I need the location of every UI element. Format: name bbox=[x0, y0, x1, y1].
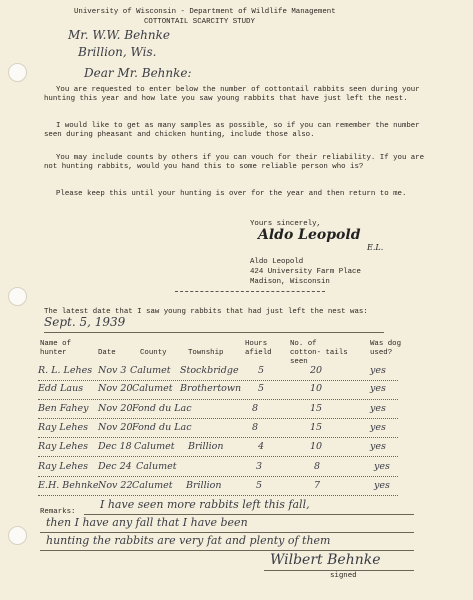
remarks-line-1: I have seen more rabbits left this fall, bbox=[100, 498, 310, 511]
row-hours: 8 bbox=[252, 403, 259, 414]
row-dog: yes bbox=[370, 403, 386, 414]
table-row bbox=[38, 404, 398, 417]
col-header-date: Date bbox=[98, 349, 116, 357]
university-heading: University of Wisconsin - Department of Wildlife Management bbox=[74, 8, 336, 16]
row-date: Nov 20 bbox=[98, 383, 133, 394]
remarks-line-2: then I have any fall that I have been bbox=[46, 516, 248, 529]
remarks-line-3: hunting the rabbits are very fat and plenty of them bbox=[46, 534, 331, 547]
col-header-count: No. of cotton- tails seen bbox=[290, 340, 348, 366]
row-count: 10 bbox=[310, 383, 323, 394]
signer-address-2: Madison, Wisconsin bbox=[250, 278, 330, 286]
row-hunter: E.H. Behnke bbox=[38, 480, 99, 491]
row-township: Brillion bbox=[186, 480, 222, 491]
row-county: Calumet bbox=[130, 365, 171, 376]
signer-address-1: 424 University Farm Place bbox=[250, 268, 361, 276]
row-date: Dec 18 bbox=[98, 441, 132, 452]
closing: Yours sincerely, bbox=[250, 220, 321, 228]
row-hunter: Ray Lehes bbox=[38, 422, 88, 433]
study-title: COTTONTAIL SCARCITY STUDY bbox=[144, 18, 255, 26]
leopold-signature: Aldo Leopold bbox=[258, 227, 361, 243]
signature-line bbox=[264, 570, 414, 571]
binder-hole-top bbox=[8, 63, 27, 82]
row-township: Brillion bbox=[188, 441, 224, 452]
row-dog: yes bbox=[370, 422, 386, 433]
row-hunter: R. L. Lehes bbox=[38, 365, 93, 376]
respondent-signature: Wilbert Behnke bbox=[270, 552, 381, 568]
latest-date-value: Sept. 5, 1939 bbox=[44, 315, 126, 329]
signed-label: signed bbox=[330, 572, 357, 580]
row-count: 15 bbox=[310, 422, 323, 433]
row-township: Brothertown bbox=[180, 383, 242, 394]
row-date: Nov 20 bbox=[98, 422, 133, 433]
row-count: 20 bbox=[310, 365, 323, 376]
row-underline bbox=[38, 495, 398, 496]
salutation: Dear Mr. Behnke: bbox=[84, 66, 192, 80]
col-header-township: Township bbox=[188, 349, 224, 357]
signer-name: Aldo Leopold bbox=[250, 258, 304, 266]
row-underline bbox=[38, 456, 398, 457]
row-hours: 4 bbox=[258, 441, 265, 452]
row-underline bbox=[38, 476, 398, 477]
row-hours: 5 bbox=[256, 480, 263, 491]
row-county: Fond du Lac bbox=[132, 403, 192, 414]
addressee-name: Mr. W.W. Behnke bbox=[68, 28, 170, 42]
row-hours: 5 bbox=[258, 383, 265, 394]
table-row bbox=[38, 481, 398, 494]
row-hours: 5 bbox=[258, 365, 265, 376]
row-dog: yes bbox=[370, 441, 386, 452]
addressee-place: Brillion, Wis. bbox=[78, 45, 157, 59]
row-date: Nov 20 bbox=[98, 403, 133, 414]
row-underline bbox=[38, 399, 398, 400]
row-hunter: Ray Lehes bbox=[38, 441, 88, 452]
instructions-paragraph-3: You may include counts by others if you can vouch for their reliability. If you are not hunting rabbits, would you hand this to some reliable person who is? bbox=[44, 154, 425, 171]
row-date: Nov 3 bbox=[98, 365, 127, 376]
col-header-dog: Was dog used? bbox=[370, 340, 402, 357]
row-dog: yes bbox=[374, 461, 390, 472]
row-hours: 3 bbox=[256, 461, 263, 472]
remarks-underline bbox=[40, 532, 414, 533]
remarks-underline bbox=[84, 514, 414, 515]
remarks-label: Remarks: bbox=[40, 508, 76, 516]
instructions-paragraph-2: I would like to get as many samples as possible, so if you can remember the number seen during pheasant and chicken hunting, include those also. bbox=[44, 122, 420, 139]
row-hunter: Ben Fahey bbox=[38, 403, 89, 414]
table-row bbox=[38, 442, 398, 455]
row-underline bbox=[38, 437, 398, 438]
col-header-name: Name of hunter bbox=[40, 340, 72, 357]
col-header-county: County bbox=[140, 349, 167, 357]
table-row bbox=[38, 366, 398, 379]
instructions-paragraph-1: You are requested to enter below the number of cottontail rabbits seen during your hunting this year and how late you saw young rabbits that have just left the nest. bbox=[44, 86, 420, 103]
row-dog: yes bbox=[370, 383, 386, 394]
row-date: Dec 24 bbox=[98, 461, 132, 472]
row-count: 15 bbox=[310, 403, 323, 414]
latest-date-underline bbox=[44, 332, 384, 333]
binder-hole-middle bbox=[8, 287, 27, 306]
table-row bbox=[38, 423, 398, 436]
binder-hole-bottom bbox=[8, 526, 27, 545]
row-dog: yes bbox=[370, 365, 386, 376]
divider bbox=[175, 291, 325, 292]
row-date: Nov 22 bbox=[98, 480, 133, 491]
table-row bbox=[38, 384, 398, 397]
row-county: Calumet bbox=[132, 480, 173, 491]
row-county: Fond du Lac bbox=[132, 422, 192, 433]
row-underline bbox=[38, 418, 398, 419]
row-hunter: Edd Laus bbox=[38, 383, 84, 394]
row-underline bbox=[38, 380, 398, 381]
row-township: Stockbridge bbox=[180, 365, 239, 376]
row-county: Calumet bbox=[136, 461, 177, 472]
remarks-underline bbox=[40, 550, 414, 551]
row-count: 10 bbox=[310, 441, 323, 452]
row-hours: 8 bbox=[252, 422, 259, 433]
row-county: Calumet bbox=[134, 441, 175, 452]
row-dog: yes bbox=[374, 480, 390, 491]
row-hunter: Ray Lehes bbox=[38, 461, 88, 472]
col-header-hours: Hours afield bbox=[245, 340, 272, 357]
row-county: Calumet bbox=[132, 383, 173, 394]
table-row bbox=[38, 462, 398, 475]
latest-date-label: The latest date that I saw young rabbits that had just left the nest was: bbox=[44, 308, 368, 316]
signature-initials: E.L. bbox=[367, 243, 384, 252]
row-count: 7 bbox=[314, 480, 321, 491]
instructions-paragraph-4: Please keep this until your hunting is over for the year and then return to me. bbox=[56, 190, 407, 198]
row-count: 8 bbox=[314, 461, 321, 472]
